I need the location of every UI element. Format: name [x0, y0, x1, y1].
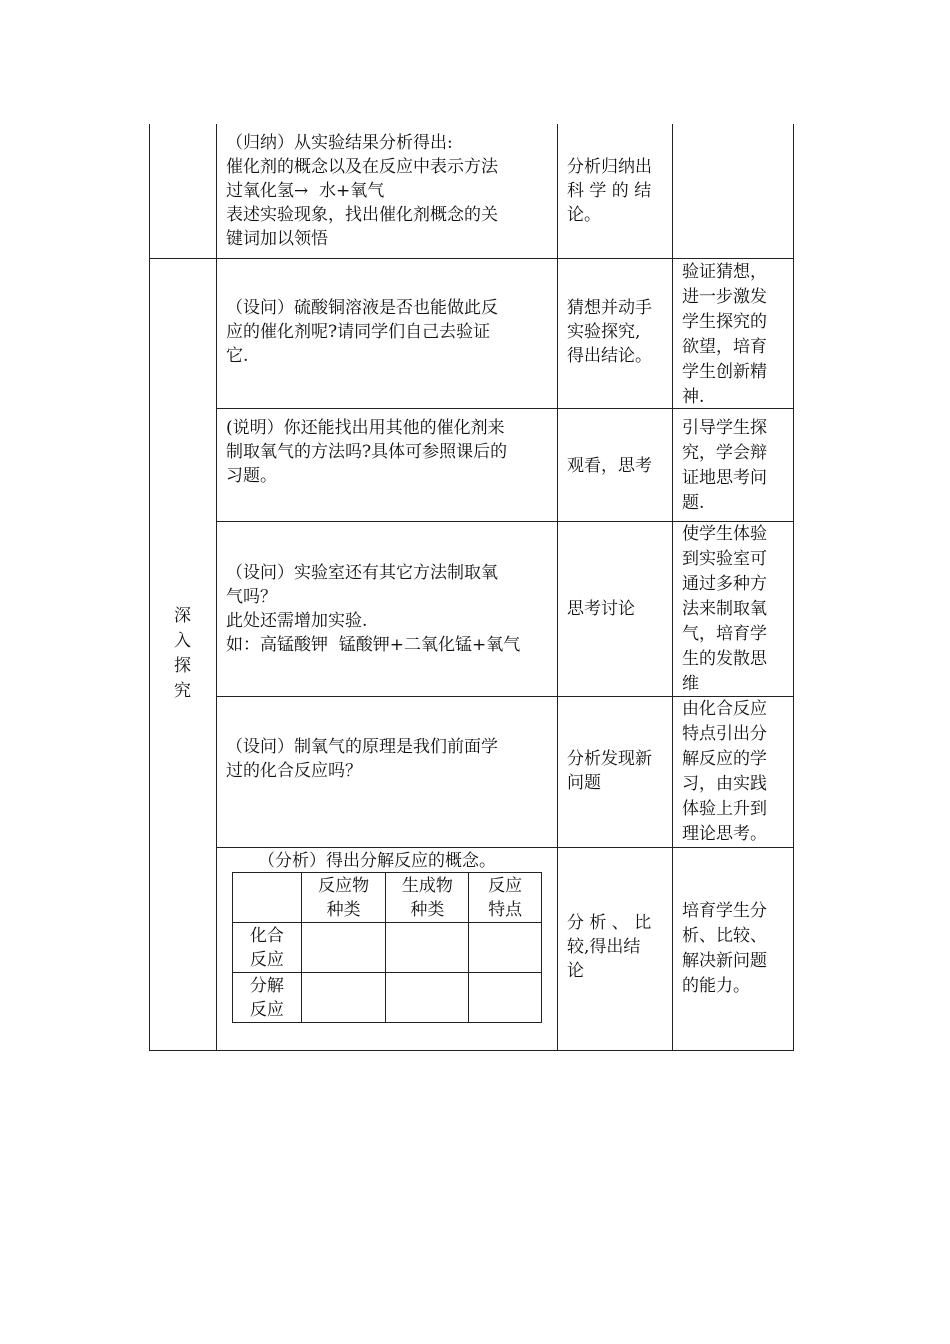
- text-line: 体验上升到: [682, 799, 767, 819]
- row-label-cell: [233, 973, 302, 1023]
- text-line: 它.: [226, 346, 249, 366]
- text-line: 培育学生分: [682, 901, 767, 921]
- row-label-line: 反应: [249, 949, 284, 970]
- text-line: 证地思考问: [682, 468, 767, 488]
- text-line: （设问）硫酸铜溶液是否也能做此反: [226, 298, 498, 318]
- row-label-line: 化合: [249, 925, 284, 946]
- reaction-comparison-table: [232, 872, 542, 1023]
- row-label-cell: [233, 923, 302, 973]
- row1-teacher-activity: [226, 131, 556, 251]
- text-line: 思考讨论: [567, 599, 635, 619]
- table-header-cell: [386, 873, 469, 923]
- text-line: 制取氧气的方法吗?具体可参照课后的: [226, 442, 508, 462]
- text-line: 气吗？: [226, 587, 277, 607]
- row4-student-activity: [567, 597, 671, 621]
- table-cell: [469, 923, 542, 973]
- text-line: (说明）你还能找出用其他的催化剂来: [226, 418, 505, 438]
- text-line: 较,得出结: [567, 937, 641, 957]
- row3-purpose: [682, 416, 792, 516]
- table-divider-1: [216, 124, 217, 1051]
- row6-student-activity: [567, 911, 671, 983]
- text-line: 神.: [682, 387, 705, 407]
- text-line: （设问）实验室还有其它方法制取氧: [226, 563, 498, 583]
- text-line: 得出结论。: [567, 346, 652, 366]
- table-border-right: [793, 124, 794, 1051]
- table-header-cell: [469, 873, 542, 923]
- table-header-cell: [301, 873, 386, 923]
- table-cell: [386, 923, 469, 973]
- header-line: 种类: [326, 899, 361, 920]
- row4-purpose: [682, 522, 792, 697]
- row5-teacher-activity: [226, 735, 556, 783]
- row2-purpose: [682, 260, 792, 410]
- text-line: 分析发现新: [567, 749, 652, 769]
- section-label: [149, 604, 216, 704]
- row6-teacher-title: （分析）得出分解反应的概念。: [258, 851, 496, 871]
- section-label-char: 探: [174, 656, 191, 676]
- row-label-line: 反应: [249, 999, 284, 1020]
- row-divider-1: [149, 258, 794, 259]
- text-line: 验证猜想，: [682, 262, 767, 282]
- row4-teacher-activity: [226, 561, 556, 657]
- text-line: 由化合反应: [682, 699, 767, 719]
- text-line: 科 学 的 结: [567, 181, 652, 201]
- text-line: 究，学会辩: [682, 443, 767, 463]
- table-row: [233, 973, 542, 1023]
- text-line: 过氧化氢→ 水+氧气: [226, 181, 385, 201]
- table-border-left: [149, 124, 150, 1051]
- text-line: 特点引出分: [682, 724, 767, 744]
- table-row: [233, 923, 542, 973]
- text-line: 通过多种方: [682, 574, 767, 594]
- row1-student-activity: [567, 155, 671, 227]
- row3-student-activity: [567, 454, 671, 478]
- text-line: 欲望，培育: [682, 337, 767, 357]
- text-line: 分 析 、 比: [567, 913, 652, 933]
- text-line: 习，由实践: [682, 774, 767, 794]
- text-line: 表述实验现象，找出催化剂概念的关: [226, 205, 498, 225]
- text-line: 论。: [567, 205, 601, 225]
- text-line: 使学生体验: [682, 524, 767, 544]
- text-line: 催化剂的概念以及在反应中表示方法: [226, 157, 498, 177]
- row2-teacher-activity: [226, 296, 556, 368]
- row3-teacher-activity: [226, 416, 556, 488]
- row5-student-activity: [567, 747, 671, 795]
- text-line: 论: [567, 961, 584, 981]
- text-line: 进一步激发: [682, 287, 767, 307]
- text-line: 学生探究的: [682, 312, 767, 332]
- table-cell: [301, 973, 386, 1023]
- row6-purpose: [682, 899, 792, 999]
- text-line: 过的化合反应吗？: [226, 761, 362, 781]
- text-line: 实验探究,: [567, 322, 641, 342]
- text-line: 析、比较、: [682, 926, 767, 946]
- text-line: 解反应的学: [682, 749, 767, 769]
- text-line: 法来制取氧: [682, 599, 767, 619]
- text-line: 观看，思考: [567, 456, 652, 476]
- header-line: 生成物: [401, 875, 453, 896]
- text-line: 学生创新精: [682, 362, 767, 382]
- section-label-char: 究: [174, 681, 191, 701]
- table-header-row: [233, 873, 542, 923]
- table-divider-3: [672, 124, 673, 1051]
- text-line: 应的催化剂呢?请同学们自己去验证: [226, 322, 491, 342]
- table-border-bottom: [149, 1050, 794, 1051]
- text-line: 气，培育学: [682, 624, 767, 644]
- row5-purpose: [682, 697, 792, 847]
- text-line: 引导学生探: [682, 418, 767, 438]
- row-divider-5: [216, 847, 794, 848]
- text-line: 此处还需增加实验.: [226, 611, 368, 631]
- text-line: 分析归纳出: [567, 157, 652, 177]
- table-cell: [469, 973, 542, 1023]
- header-line: 种类: [410, 899, 445, 920]
- section-label-char: 入: [174, 631, 191, 651]
- text-line: （归纳）从实验结果分析得出:: [226, 133, 453, 153]
- header-line: 反应: [488, 875, 523, 896]
- text-line: 解决新问题: [682, 951, 767, 971]
- text-line: 生的发散思: [682, 649, 767, 669]
- text-line: 键词加以领悟: [226, 229, 328, 249]
- table-cell: [386, 973, 469, 1023]
- row-label-line: 分解: [249, 975, 284, 996]
- table-header-cell: [233, 873, 302, 923]
- table-divider-2: [557, 124, 558, 1051]
- table-cell: [301, 923, 386, 973]
- text-line: 猜想并动手: [567, 298, 652, 318]
- text-line: 维: [682, 674, 699, 694]
- header-line: 特点: [488, 899, 523, 920]
- text-line: 题.: [682, 493, 705, 513]
- text-line: （设问）制氧气的原理是我们前面学: [226, 737, 498, 757]
- text-line: 到实验室可: [682, 549, 767, 569]
- text-line: 习题。: [226, 466, 277, 486]
- text-line: 的能力。: [682, 976, 750, 996]
- header-line: 反应物: [318, 875, 370, 896]
- text-line: 如：高锰酸钾 锰酸钾+二氧化锰+氧气: [226, 635, 521, 655]
- row2-student-activity: [567, 296, 671, 368]
- section-label-char: 深: [174, 606, 191, 626]
- text-line: 理论思考。: [682, 824, 767, 844]
- text-line: 问题: [567, 773, 601, 793]
